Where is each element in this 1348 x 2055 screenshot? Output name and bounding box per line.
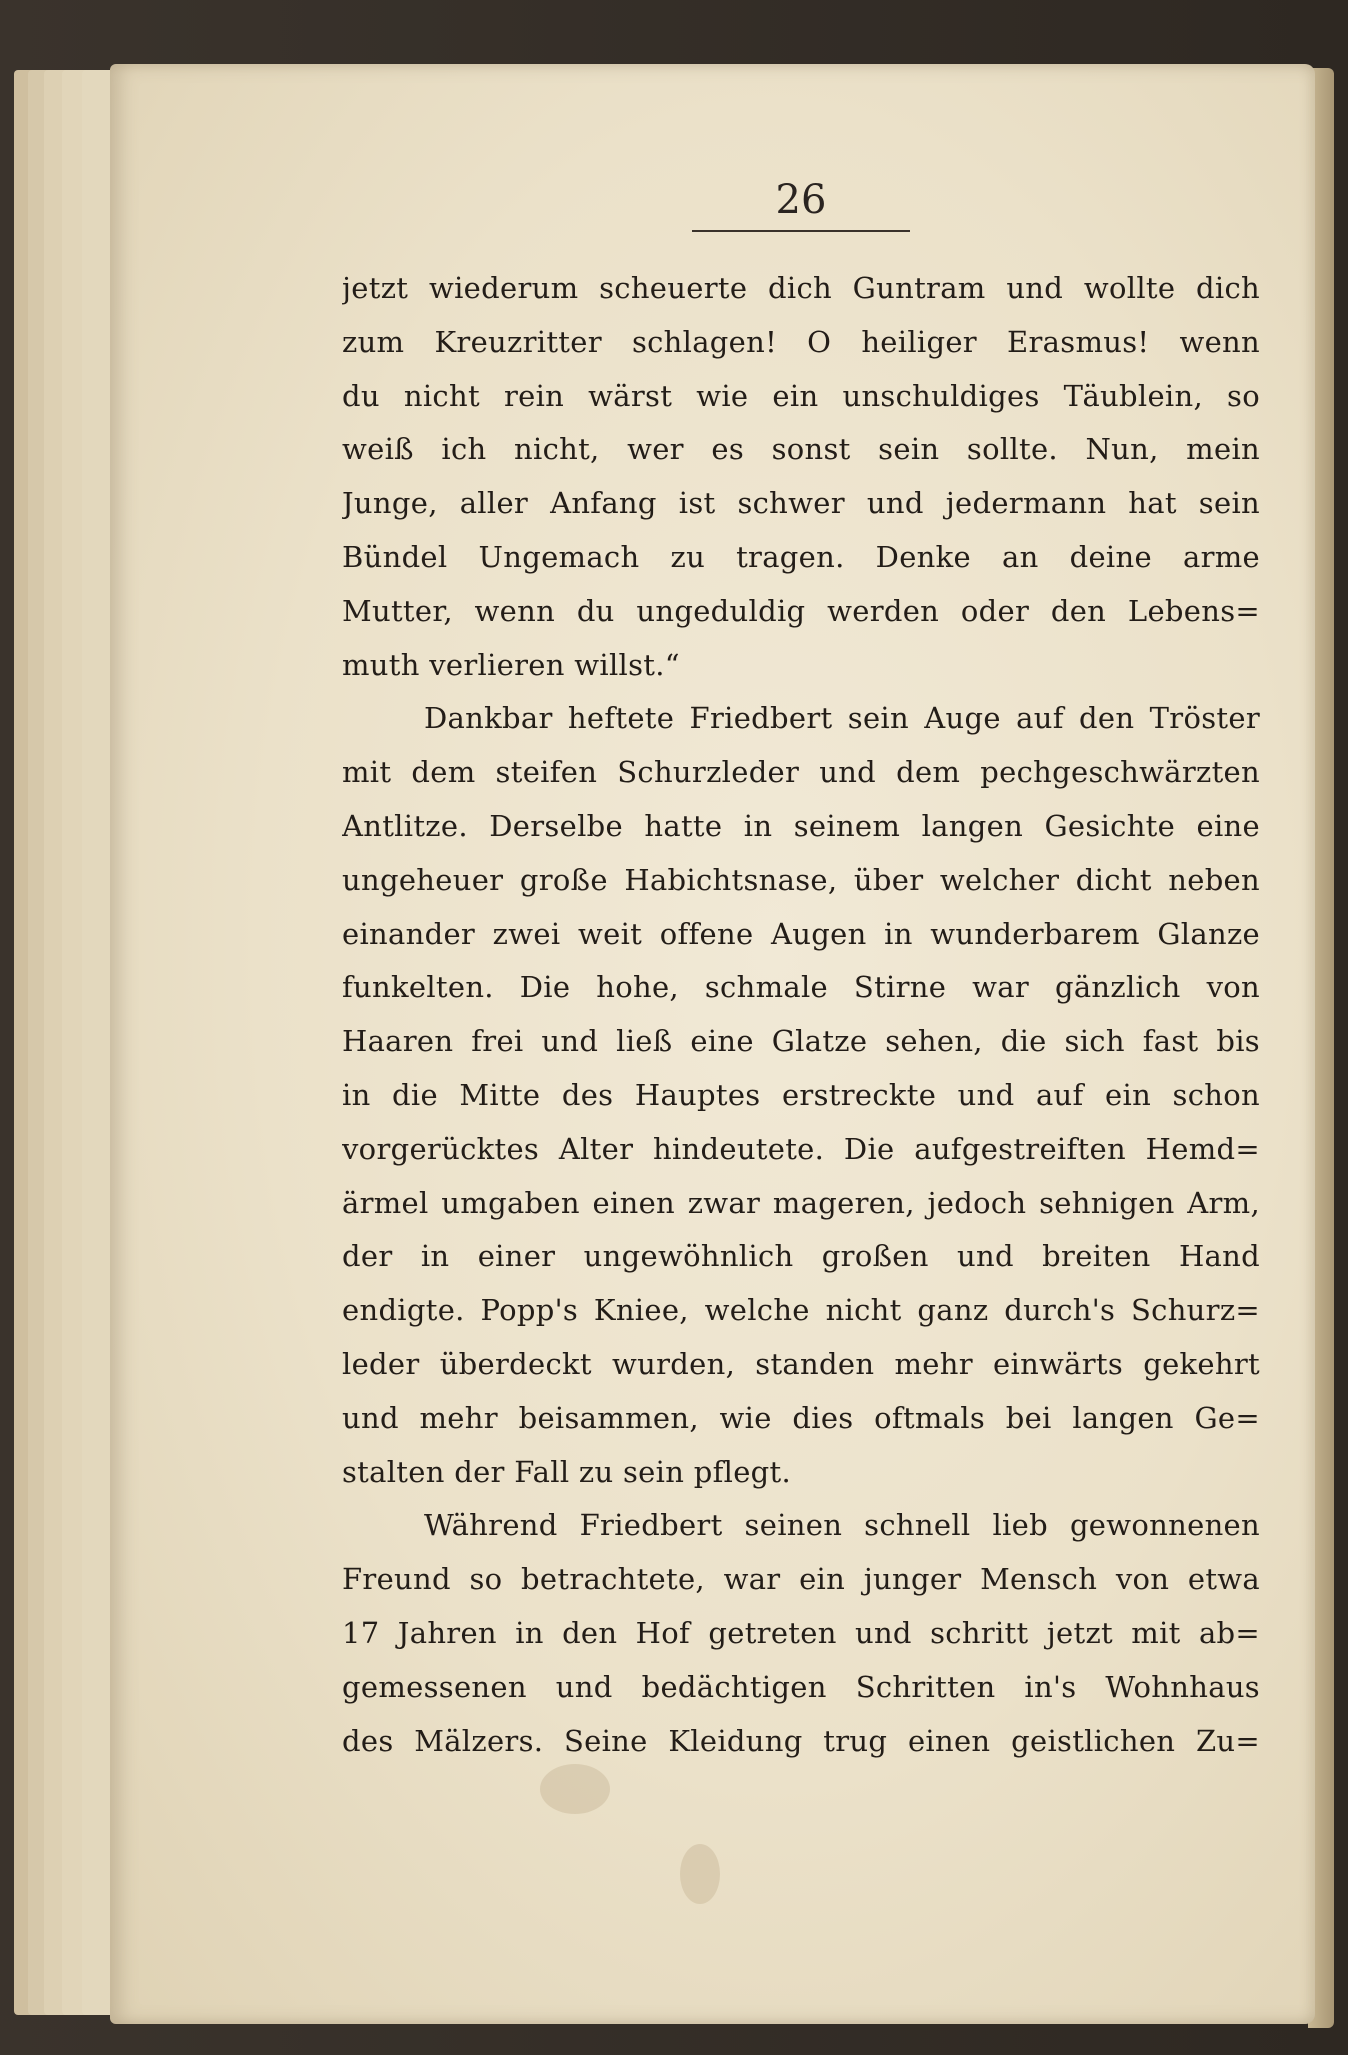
header-rule	[692, 230, 910, 232]
text-line: in die Mitte des Hauptes erstreckte und auf ein schon	[342, 1077, 1260, 1112]
text-line: und mehr beisammen, wie dies oftmals bei langen Ge=	[342, 1400, 1260, 1435]
text-line: leder überdeckt wurden, standen mehr einwärts gekehrt	[342, 1346, 1260, 1381]
text-line: einander zwei weit offene Augen in wunderbarem Glanze	[342, 916, 1260, 951]
text-line: gemessenen und bedächtigen Schritten in's Wohnhaus	[342, 1669, 1260, 1704]
text-line: Junge, aller Anfang ist schwer und jedermann hat sein	[342, 486, 1260, 521]
text-line: Freund so betrachtete, war ein junger Mensch von etwa	[342, 1562, 1260, 1597]
text-line: Mutter, wenn du ungeduldig werden oder den Lebens=	[342, 593, 1260, 628]
text-line: vorgerücktes Alter hindeutete. Die aufgestreiften Hemd=	[342, 1131, 1260, 1166]
paper-stain	[680, 1844, 720, 1904]
text-line: Dankbar heftete Friedbert sein Auge auf den Tröster	[424, 701, 1260, 736]
text-line: 17 Jahren in den Hof getreten und schritt jetzt mit ab=	[342, 1615, 1260, 1650]
text-line: funkelten. Die hohe, schmale Stirne war gänzlich von	[342, 970, 1260, 1005]
text-line: der in einer ungewöhnlich großen und breiten Hand	[342, 1239, 1260, 1274]
text-line: ungeheuer große Habichtsnase, über welcher dicht neben	[342, 862, 1260, 897]
text-line: mit dem steifen Schurzleder und dem pechgeschwärzten	[342, 755, 1260, 790]
text-line: stalten der Fall zu sein pflegt.	[342, 1454, 791, 1489]
text-line: Bündel Ungemach zu tragen. Denke an deine arme	[342, 539, 1260, 574]
text-line: endigte. Popp's Kniee, welche nicht ganz durch's Schurz=	[342, 1293, 1260, 1328]
text-line: zum Kreuzritter schlagen! O heiliger Erasmus! wenn	[342, 324, 1260, 359]
text-line: des Mälzers. Seine Kleidung trug einen geistlichen Zu=	[342, 1723, 1260, 1758]
paper-stain	[540, 1764, 610, 1814]
body-text	[342, 262, 1260, 1768]
text-line: jetzt wiederum scheuerte dich Guntram und wollte dich	[342, 271, 1260, 305]
page-number: 26	[775, 177, 827, 223]
text-line: du nicht rein wärst wie ein unschuldiges Täublein, so	[342, 378, 1260, 413]
text-line: Antlitze. Derselbe hatte in seinem langen Gesichte eine	[342, 808, 1260, 843]
text-line: weiß ich nicht, wer es sonst sein sollte. Nun, mein	[342, 432, 1260, 467]
text-line: muth verlieren willst.“	[342, 647, 680, 682]
text-line: Haaren frei und ließ eine Glatze sehen, die sich fast bis	[342, 1024, 1260, 1059]
text-line: ärmel umgaben einen zwar mageren, jedoch sehnigen Arm,	[342, 1185, 1260, 1220]
page-header	[692, 176, 910, 232]
text-line: Während Friedbert seinen schnell lieb gewonnenen	[424, 1508, 1260, 1543]
